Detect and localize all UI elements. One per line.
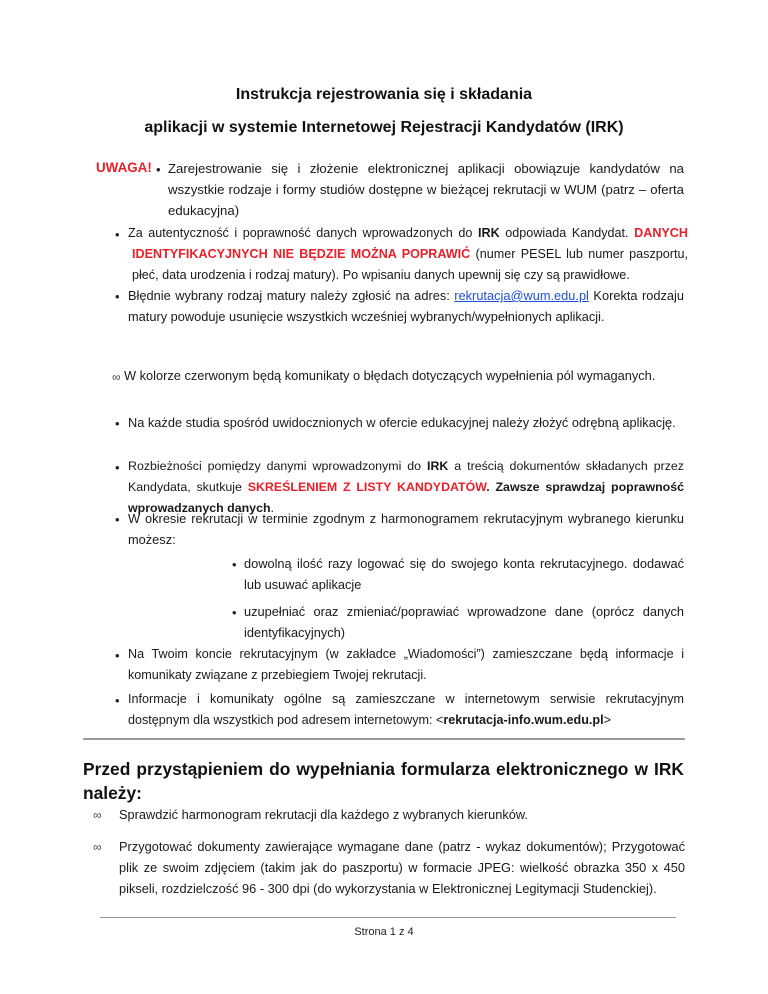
section-heading: Przed przystąpieniem do wypełniania formularza elektronicznego w IRK należy: <box>83 759 684 803</box>
bullet-icon: • <box>115 648 120 663</box>
infinity-bullet-icon: ∞ <box>93 840 102 854</box>
notice-item-authenticity <box>128 223 688 286</box>
irk-bold: IRK <box>478 226 500 240</box>
notice-item-recruitment-period <box>128 508 684 550</box>
prep-item-documents <box>119 836 685 899</box>
warning-red-text: DANYCH IDENTYFIKACYJNYCH NIE BĘDZIE MOŻNA POPRAWIĆ <box>132 226 688 261</box>
footer-divider <box>100 917 676 918</box>
bullet-icon: • <box>115 289 120 304</box>
notice-text: Za autentyczność i poprawność danych wprowadzonych do <box>128 226 478 240</box>
bullet-icon: • <box>156 162 161 177</box>
notice-text: > <box>603 713 611 727</box>
website-bold: rekrutacja-info.wum.edu.pl <box>443 713 604 727</box>
notice-text: Na każde studia spośród uwidocznionych w ofercie edukacyjnej należy złożyć odrębną aplikację. <box>128 415 676 430</box>
notice-text: odpowiada Kandydat. <box>499 226 635 240</box>
document-title-line-1: Instrukcja rejestrowania się i składania <box>235 86 533 103</box>
uwaga-label: UWAGA! <box>96 160 152 175</box>
bullet-icon: • <box>115 227 120 242</box>
section-divider <box>83 738 685 740</box>
bullet-icon: • <box>232 557 237 572</box>
notice-item-matura <box>128 285 684 327</box>
page-number: Strona 1 z 4 <box>354 926 414 938</box>
sub-item-text: dowolną ilość razy logować się do swojego konta rekrutacyjnego. dodawać lub usuwać aplikacje <box>244 556 684 592</box>
notice-text: W okresie rekrutacji w terminie zgodnym z harmonogramem rekrutacyjnym wybranego kierunku możesz: <box>128 511 684 547</box>
sub-item-edit-data <box>244 601 684 643</box>
notice-item-errors <box>112 365 684 386</box>
bullet-icon: • <box>232 605 237 620</box>
notice-item-general-info <box>128 689 684 731</box>
notice-text: W kolorze czerwonym będą komunikaty o błędach dotyczących wypełnienia pól wymaganych. <box>124 368 656 383</box>
notice-bold-text: . Zawsze sprawdzaj poprawność wprowadzanych danych <box>128 480 685 515</box>
notice-item-registration <box>168 158 684 221</box>
notice-text: . <box>270 501 274 515</box>
sub-item-login <box>244 553 684 595</box>
notice-text: Na Twoim koncie rekrutacyjnym (w zakładce „Wiadomości”) zamieszczane będą informacje i komunikaty związane z przebiegiem Twojej rekrutacji. <box>128 647 684 682</box>
notice-item-messages <box>128 644 684 686</box>
bullet-icon: • <box>115 460 120 475</box>
document-title-line-2: aplikacji w systemie Internetowej Rejestracji Kandydatów (IRK) <box>144 119 624 136</box>
notice-text: Korekta rodzaju matury powoduje usunięcie wszystkich wcześniej wybranych/wypełnionych aplikacji. <box>128 288 684 324</box>
bullet-icon: • <box>115 416 120 431</box>
prep-item-text: Przygotować dokumenty zawierające wymagane dane (patrz - wykaz dokumentów); Przygotować plik ze swoim zdjęciem (takim jak do paszportu) w formacie JPEG: wielkość obrazka 350 x 450 pikseli, rozdzielczość 96 - 300 dpi (do wykorzystania w Elektronicznej Legitymacji Studenckiej). <box>119 839 685 896</box>
warning-red-text: SKREŚLENIEM Z LISTY KANDYDATÓW <box>247 480 487 494</box>
prep-item-schedule <box>119 804 685 825</box>
notice-text: a treścią dokumentów składanych przez Kandydata, skutkuje <box>128 459 684 494</box>
infinity-bullet-icon: ∞ <box>93 808 102 822</box>
irk-bold: IRK <box>427 459 449 473</box>
prep-item-text: Sprawdzić harmonogram rekrutacji dla każdego z wybranych kierunków. <box>119 807 528 822</box>
notice-item-separate-application <box>128 412 684 433</box>
notice-text: Błędnie wybrany rodzaj matury należy zgłosić na adres: <box>128 288 455 303</box>
email-link[interactable]: rekrutacja@wum.edu.pl <box>454 288 589 303</box>
notice-text: (numer PESEL lub numer paszportu, płeć, data urodzenia i rodzaj matury). Po wpisaniu danych upewnij się czy są prawidłowe. <box>132 247 688 282</box>
bullet-icon: • <box>115 693 120 708</box>
infinity-bullet-icon: ∞ <box>112 370 121 384</box>
notice-text: Informacje i komunikaty ogólne są zamieszczane w internetowym serwisie rekrutacyjnym dostępnym dla wszystkich pod adresem internetowym: < <box>128 692 684 727</box>
bullet-icon: • <box>115 512 120 527</box>
notice-text: Zarejestrowanie się i złożenie elektronicznej aplikacji obowiązuje kandydatów na wszystkie rodzaje i formy studiów dostępne w bieżącej rekrutacji w WUM (patrz – oferta edukacyjna) <box>168 161 684 218</box>
notice-text: Rozbieżności pomiędzy danymi wprowadzonymi do <box>128 459 427 473</box>
sub-item-text: uzupełniać oraz zmieniać/poprawiać wprowadzone dane (oprócz danych identyfikacyjnych) <box>244 604 684 640</box>
